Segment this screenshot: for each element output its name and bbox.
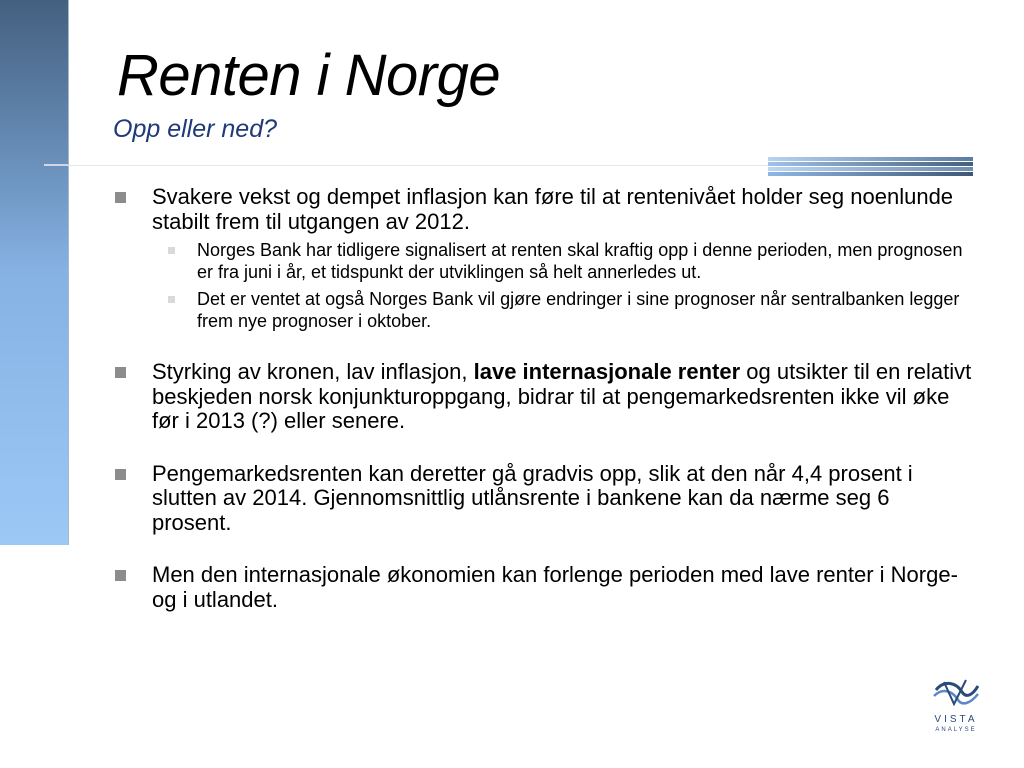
divider-tick — [44, 164, 68, 166]
sub-bullet-text: Norges Bank har tidligere signalisert at renten skal kraftig opp i denne perioden, men prognosen er fra juni i år, et tidspunkt der utviklingen så helt annerledes ut. — [197, 240, 963, 282]
title-divider — [44, 165, 768, 166]
logo-word: VISTA — [934, 714, 978, 725]
slide-body — [112, 185, 972, 612]
vista-analyse-logo — [928, 676, 984, 738]
bullet-item — [112, 360, 972, 434]
accent-stripe — [768, 157, 973, 161]
accent-stripe — [768, 167, 973, 171]
accent-stripe — [768, 172, 973, 176]
slide-title: Renten i Norge — [117, 43, 501, 108]
bullet-item — [112, 563, 972, 612]
logo-mark-icon — [932, 676, 980, 710]
logo-subword: ANALYSE — [935, 727, 977, 733]
sub-bullet-text: Det er ventet at også Norges Bank vil gjøre endringer i sine prognoser når sentralbanken legger frem nye prognoser i oktober. — [197, 289, 960, 331]
square-bullet-icon — [115, 192, 126, 203]
sub-bullet-item — [112, 289, 972, 332]
accent-stripe — [768, 162, 973, 166]
bullet-text-bold: lave internasjonale renter — [473, 359, 741, 384]
square-bullet-icon — [115, 570, 126, 581]
slide-subtitle: Opp eller ned? — [113, 115, 278, 143]
small-square-bullet-icon — [168, 296, 175, 303]
bullet-text-start: Styrking av kronen, lav inflasjon, — [152, 359, 474, 384]
square-bullet-icon — [115, 469, 126, 480]
small-square-bullet-icon — [168, 247, 175, 254]
bullet-item — [112, 462, 972, 536]
sub-bullet-item — [112, 240, 972, 283]
bullet-text: Men den internasjonale økonomien kan forlenge perioden med lave renter i Norge- og i utlandet. — [152, 562, 958, 612]
accent-stripes — [768, 157, 973, 177]
bullet-item — [112, 185, 972, 234]
bullet-text-end: og utsikter til en relativt beskjeden norsk konjunkturoppgang, bidrar til at pengemarkedsrenten ikke vil øke før i 2013 (?) eller senere. — [152, 359, 972, 433]
bullet-text: Pengemarkedsrenten kan deretter gå gradvis opp, slik at den når 4,4 prosent i slutten av 2014. Gjennomsnittlig utlånsrente i bankene kan da nærme seg 6 prosent. — [152, 460, 913, 535]
left-decor-line — [68, 0, 69, 545]
left-decor-bar — [0, 0, 68, 545]
square-bullet-icon — [115, 367, 126, 378]
bullet-text: Svakere vekst og dempet inflasjon kan føre til at rentenivået holder seg noenlunde stabilt frem til utgangen av 2012. — [152, 184, 954, 234]
